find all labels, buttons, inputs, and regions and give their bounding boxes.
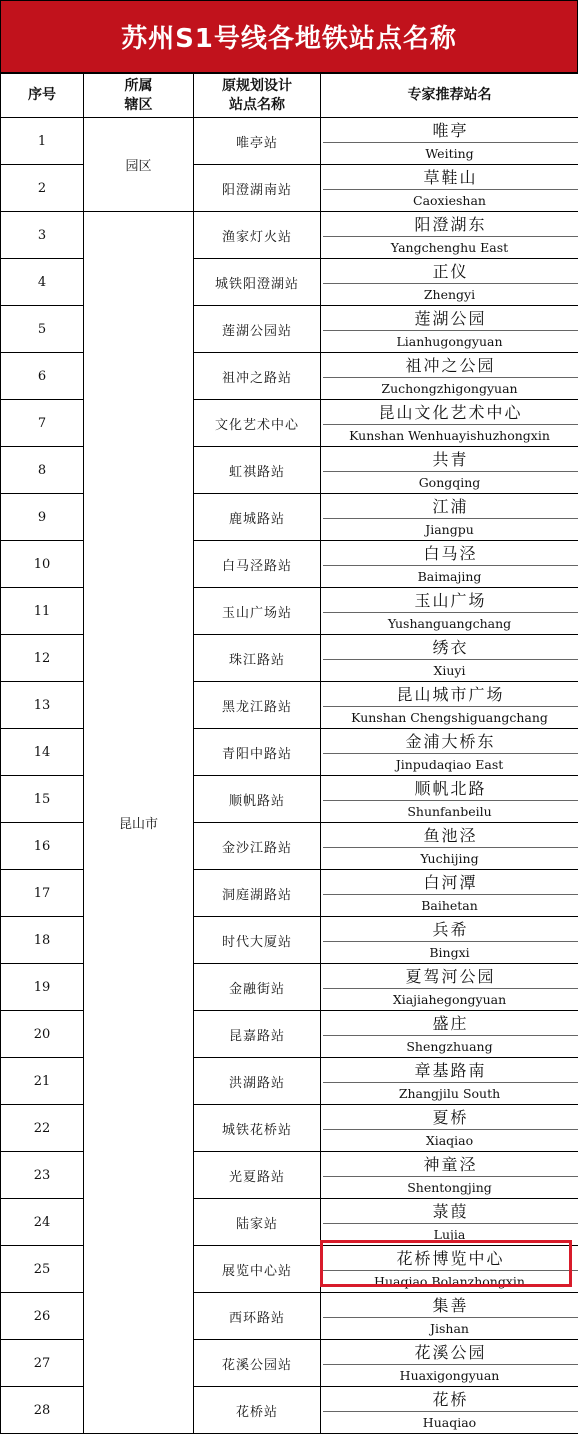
original-station-name: 青阳中路站 xyxy=(194,729,321,776)
recommended-name-chinese: 盛庄 xyxy=(323,1011,578,1036)
recommended-station-cell xyxy=(321,1387,578,1434)
recommended-station-cell xyxy=(321,541,578,588)
station-number: 26 xyxy=(1,1293,84,1340)
original-station-name: 光夏路站 xyxy=(194,1152,321,1199)
recommended-name-pinyin: Jinpudaqiao East xyxy=(321,754,578,775)
page-title: 苏州S1号线各地铁站点名称 xyxy=(0,0,578,73)
recommended-station-cell xyxy=(321,1293,578,1340)
original-station-name: 虹祺路站 xyxy=(194,447,321,494)
recommended-name-chinese: 夏桥 xyxy=(323,1105,578,1130)
recommended-station-cell xyxy=(321,212,578,259)
station-number: 16 xyxy=(1,823,84,870)
station-number: 23 xyxy=(1,1152,84,1199)
header-recommended-name: 专家推荐站名 xyxy=(321,74,578,118)
recommended-name-chinese: 昆山文化艺术中心 xyxy=(323,400,578,425)
original-station-name: 鹿城路站 xyxy=(194,494,321,541)
recommended-name-pinyin: Shentongjing xyxy=(321,1177,578,1198)
recommended-station-cell xyxy=(321,823,578,870)
header-original-line1: 原规划设计 xyxy=(194,77,320,96)
original-station-name: 西环路站 xyxy=(194,1293,321,1340)
original-station-name: 时代大厦站 xyxy=(194,917,321,964)
recommended-station-cell xyxy=(321,682,578,729)
recommended-station-cell xyxy=(321,118,578,165)
recommended-name-pinyin: Zuchongzhigongyuan xyxy=(321,378,578,399)
original-station-name: 金融街站 xyxy=(194,964,321,1011)
original-station-name: 珠江路站 xyxy=(194,635,321,682)
original-station-name: 洪湖路站 xyxy=(194,1058,321,1105)
recommended-name-pinyin: Xiuyi xyxy=(321,660,578,681)
recommended-name-chinese: 玉山广场 xyxy=(323,588,578,613)
recommended-station-cell xyxy=(321,306,578,353)
recommended-name-chinese: 鱼池泾 xyxy=(323,823,578,848)
station-number: 24 xyxy=(1,1199,84,1246)
station-number: 10 xyxy=(1,541,84,588)
recommended-station-cell xyxy=(321,353,578,400)
recommended-name-chinese: 菉葭 xyxy=(323,1199,578,1224)
recommended-name-pinyin: Gongqing xyxy=(321,472,578,493)
recommended-station-cell xyxy=(321,1105,578,1152)
original-station-name: 黑龙江路站 xyxy=(194,682,321,729)
recommended-name-chinese: 昆山城市广场 xyxy=(323,682,578,707)
recommended-name-chinese: 草鞋山 xyxy=(323,165,578,190)
recommended-name-pinyin: Zhangjilu South xyxy=(321,1083,578,1104)
recommended-station-cell xyxy=(321,259,578,306)
station-number: 28 xyxy=(1,1387,84,1434)
station-number: 22 xyxy=(1,1105,84,1152)
station-number: 1 xyxy=(1,118,84,165)
station-number: 11 xyxy=(1,588,84,635)
recommended-name-pinyin: Baimajing xyxy=(321,566,578,587)
recommended-name-chinese: 兵希 xyxy=(323,917,578,942)
header-original-line2: 站点名称 xyxy=(194,96,320,115)
recommended-name-pinyin: Caoxieshan xyxy=(321,190,578,211)
recommended-station-cell xyxy=(321,1340,578,1387)
original-station-name: 白马泾路站 xyxy=(194,541,321,588)
recommended-station-cell xyxy=(321,1058,578,1105)
station-number: 18 xyxy=(1,917,84,964)
original-station-name: 城铁阳澄湖站 xyxy=(194,259,321,306)
station-number: 17 xyxy=(1,870,84,917)
recommended-name-pinyin: Yuchijing xyxy=(321,848,578,869)
original-station-name: 文化艺术中心 xyxy=(194,400,321,447)
recommended-station-cell xyxy=(321,776,578,823)
recommended-station-cell xyxy=(321,1152,578,1199)
station-number: 19 xyxy=(1,964,84,1011)
station-number: 12 xyxy=(1,635,84,682)
recommended-name-chinese: 金浦大桥东 xyxy=(323,729,578,754)
station-number: 20 xyxy=(1,1011,84,1058)
district-cell: 昆山市 xyxy=(84,212,194,1434)
recommended-name-pinyin: Yushanguangchang xyxy=(321,613,578,634)
original-station-name: 祖冲之路站 xyxy=(194,353,321,400)
recommended-name-chinese: 唯亭 xyxy=(323,118,578,143)
original-station-name: 玉山广场站 xyxy=(194,588,321,635)
recommended-station-cell xyxy=(321,400,578,447)
original-station-name: 渔家灯火站 xyxy=(194,212,321,259)
recommended-name-pinyin: Lujia xyxy=(321,1224,578,1245)
recommended-name-pinyin: Jiangpu xyxy=(321,519,578,540)
original-station-name: 顺帆路站 xyxy=(194,776,321,823)
recommended-name-chinese: 正仪 xyxy=(323,259,578,284)
original-station-name: 金沙江路站 xyxy=(194,823,321,870)
recommended-name-chinese: 祖冲之公园 xyxy=(323,353,578,378)
original-station-name: 唯亭站 xyxy=(194,118,321,165)
recommended-name-pinyin: Jishan xyxy=(321,1318,578,1339)
recommended-station-cell xyxy=(321,635,578,682)
recommended-name-chinese: 集善 xyxy=(323,1293,578,1318)
recommended-station-cell xyxy=(321,870,578,917)
recommended-name-pinyin: Baihetan xyxy=(321,895,578,916)
original-station-name: 陆家站 xyxy=(194,1199,321,1246)
station-number: 8 xyxy=(1,447,84,494)
recommended-station-cell xyxy=(321,494,578,541)
recommended-station-cell xyxy=(321,964,578,1011)
original-station-name: 花桥站 xyxy=(194,1387,321,1434)
station-number: 25 xyxy=(1,1246,84,1293)
recommended-name-chinese: 莲湖公园 xyxy=(323,306,578,331)
station-number: 14 xyxy=(1,729,84,776)
table-row xyxy=(1,212,578,259)
recommended-name-pinyin: Huaqiao xyxy=(321,1412,578,1433)
recommended-station-cell xyxy=(321,917,578,964)
original-station-name: 阳澄湖南站 xyxy=(194,165,321,212)
recommended-name-chinese: 绣衣 xyxy=(323,635,578,660)
recommended-name-pinyin: Huaqiao Bolanzhongxin xyxy=(321,1271,578,1292)
station-number: 3 xyxy=(1,212,84,259)
header-original-name xyxy=(194,74,321,118)
recommended-name-pinyin: Zhengyi xyxy=(321,284,578,305)
recommended-name-chinese: 神童泾 xyxy=(323,1152,578,1177)
header-district-line1: 所属 xyxy=(84,77,193,96)
recommended-name-pinyin: Kunshan Wenhuayishuzhongxin xyxy=(321,425,578,446)
recommended-name-pinyin: Weiting xyxy=(321,143,578,164)
station-number: 15 xyxy=(1,776,84,823)
station-number: 13 xyxy=(1,682,84,729)
recommended-station-cell xyxy=(321,165,578,212)
recommended-station-cell xyxy=(321,1246,578,1293)
original-station-name: 昆嘉路站 xyxy=(194,1011,321,1058)
recommended-station-cell xyxy=(321,1199,578,1246)
station-number: 21 xyxy=(1,1058,84,1105)
recommended-name-chinese: 章基路南 xyxy=(323,1058,578,1083)
station-number: 7 xyxy=(1,400,84,447)
original-station-name: 莲湖公园站 xyxy=(194,306,321,353)
recommended-name-chinese: 江浦 xyxy=(323,494,578,519)
station-number: 27 xyxy=(1,1340,84,1387)
station-number: 2 xyxy=(1,165,84,212)
table-row xyxy=(1,118,578,165)
original-station-name: 花溪公园站 xyxy=(194,1340,321,1387)
recommended-station-cell xyxy=(321,1011,578,1058)
recommended-name-chinese: 白河潭 xyxy=(323,870,578,895)
station-table xyxy=(0,73,578,1434)
recommended-name-pinyin: Yangchenghu East xyxy=(321,237,578,258)
recommended-name-chinese: 顺帆北路 xyxy=(323,776,578,801)
station-number: 9 xyxy=(1,494,84,541)
district-cell: 园区 xyxy=(84,118,194,212)
recommended-station-cell xyxy=(321,729,578,776)
recommended-name-chinese: 花桥 xyxy=(323,1387,578,1412)
recommended-name-pinyin: Shunfanbeilu xyxy=(321,801,578,822)
recommended-station-cell xyxy=(321,588,578,635)
recommended-name-chinese: 夏驾河公园 xyxy=(323,964,578,989)
recommended-name-chinese: 花溪公园 xyxy=(323,1340,578,1365)
recommended-name-pinyin: Lianhugongyuan xyxy=(321,331,578,352)
header-district xyxy=(84,74,194,118)
recommended-name-pinyin: Shengzhuang xyxy=(321,1036,578,1057)
header-index: 序号 xyxy=(1,74,84,118)
recommended-name-chinese: 白马泾 xyxy=(323,541,578,566)
recommended-name-pinyin: Bingxi xyxy=(321,942,578,963)
station-number: 6 xyxy=(1,353,84,400)
recommended-name-pinyin: Kunshan Chengshiguangchang xyxy=(321,707,578,728)
original-station-name: 洞庭湖路站 xyxy=(194,870,321,917)
recommended-station-cell xyxy=(321,447,578,494)
station-number: 4 xyxy=(1,259,84,306)
header-district-line2: 辖区 xyxy=(84,96,193,115)
original-station-name: 城铁花桥站 xyxy=(194,1105,321,1152)
original-station-name: 展览中心站 xyxy=(194,1246,321,1293)
recommended-name-chinese: 共青 xyxy=(323,447,578,472)
recommended-name-chinese: 阳澄湖东 xyxy=(323,212,578,237)
recommended-name-pinyin: Xiaqiao xyxy=(321,1130,578,1151)
station-number: 5 xyxy=(1,306,84,353)
recommended-name-chinese: 花桥博览中心 xyxy=(323,1246,578,1271)
recommended-name-pinyin: Xiajiahegongyuan xyxy=(321,989,578,1010)
recommended-name-pinyin: Huaxigongyuan xyxy=(321,1365,578,1386)
